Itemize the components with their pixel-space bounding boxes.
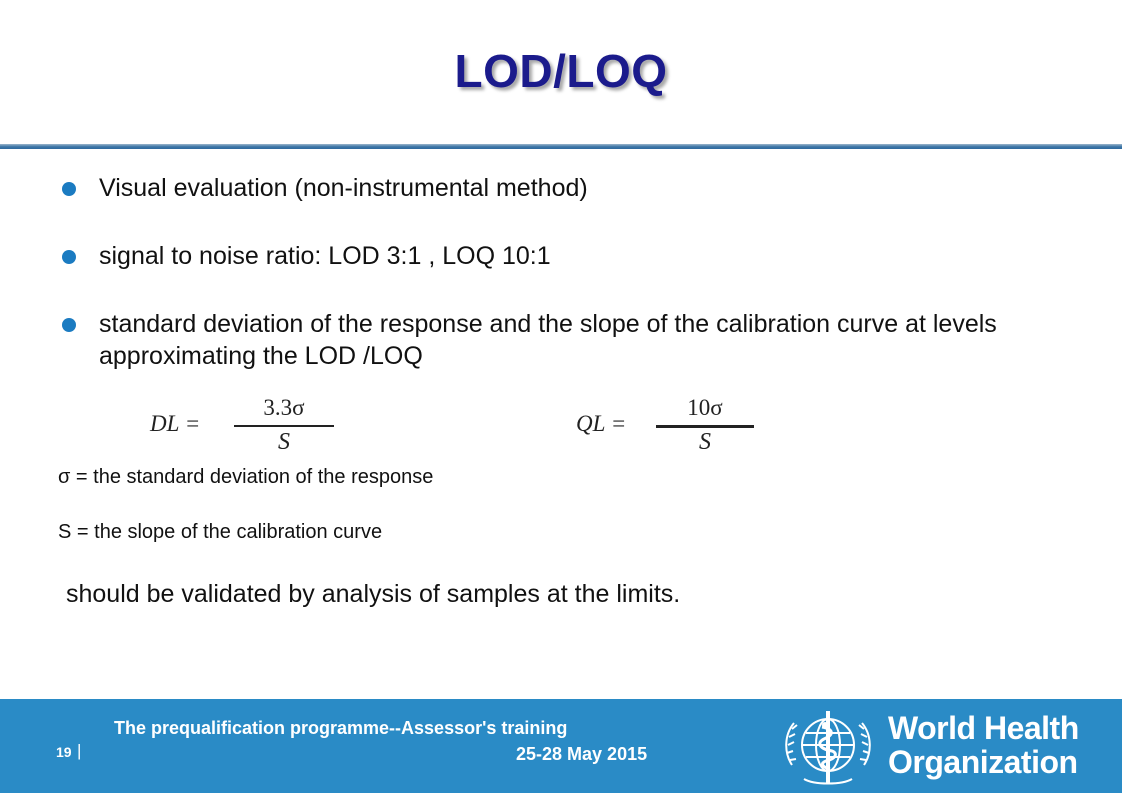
org-name-line1: World Health bbox=[888, 710, 1079, 746]
title-divider bbox=[0, 144, 1122, 149]
bullet-dot-icon bbox=[62, 182, 76, 196]
footer-bar bbox=[0, 699, 1122, 793]
org-name-line2: Organization bbox=[888, 744, 1078, 780]
closing-statement: should be validated by analysis of samples at the limits. bbox=[66, 580, 681, 608]
footer-date-text: 25-28 May 2015 bbox=[516, 744, 648, 764]
ql-label: QL = bbox=[576, 411, 627, 436]
who-emblem-icon bbox=[778, 705, 878, 789]
page-number: 19 bbox=[56, 744, 72, 760]
ql-denominator: S bbox=[699, 429, 711, 455]
bullet-text: signal to noise ratio: LOD 3:1 , LOQ 10:1 bbox=[99, 242, 551, 270]
dl-fraction-bar bbox=[234, 425, 334, 427]
sigma-definition: σ = the standard deviation of the response bbox=[58, 466, 434, 488]
bullet-item bbox=[62, 240, 551, 272]
bullet-dot-icon bbox=[62, 250, 76, 264]
bullet-item bbox=[62, 308, 1059, 372]
footer-programme-text: The prequalification programme--Assessor's training bbox=[114, 718, 568, 738]
page-separator: | bbox=[77, 741, 82, 760]
bullet-text: standard deviation of the response and the slope of the calibration curve at levels approximating the LOD /LOQ bbox=[99, 310, 997, 370]
ql-numerator: 10σ bbox=[687, 395, 723, 420]
organization-name bbox=[888, 711, 1079, 779]
ql-fraction-bar bbox=[656, 425, 754, 428]
slide-title: LOD/LOQ bbox=[454, 45, 668, 97]
dl-label: DL = bbox=[150, 411, 201, 436]
bullet-text: Visual evaluation (non-instrumental method) bbox=[99, 174, 588, 202]
bullet-dot-icon bbox=[62, 318, 76, 332]
dl-numerator: 3.3σ bbox=[263, 395, 305, 420]
bullet-item bbox=[62, 172, 588, 204]
dl-denominator: S bbox=[278, 429, 290, 455]
ql-formula bbox=[576, 395, 776, 465]
dl-formula bbox=[150, 395, 350, 465]
slope-definition: S = the slope of the calibration curve bbox=[58, 521, 383, 543]
